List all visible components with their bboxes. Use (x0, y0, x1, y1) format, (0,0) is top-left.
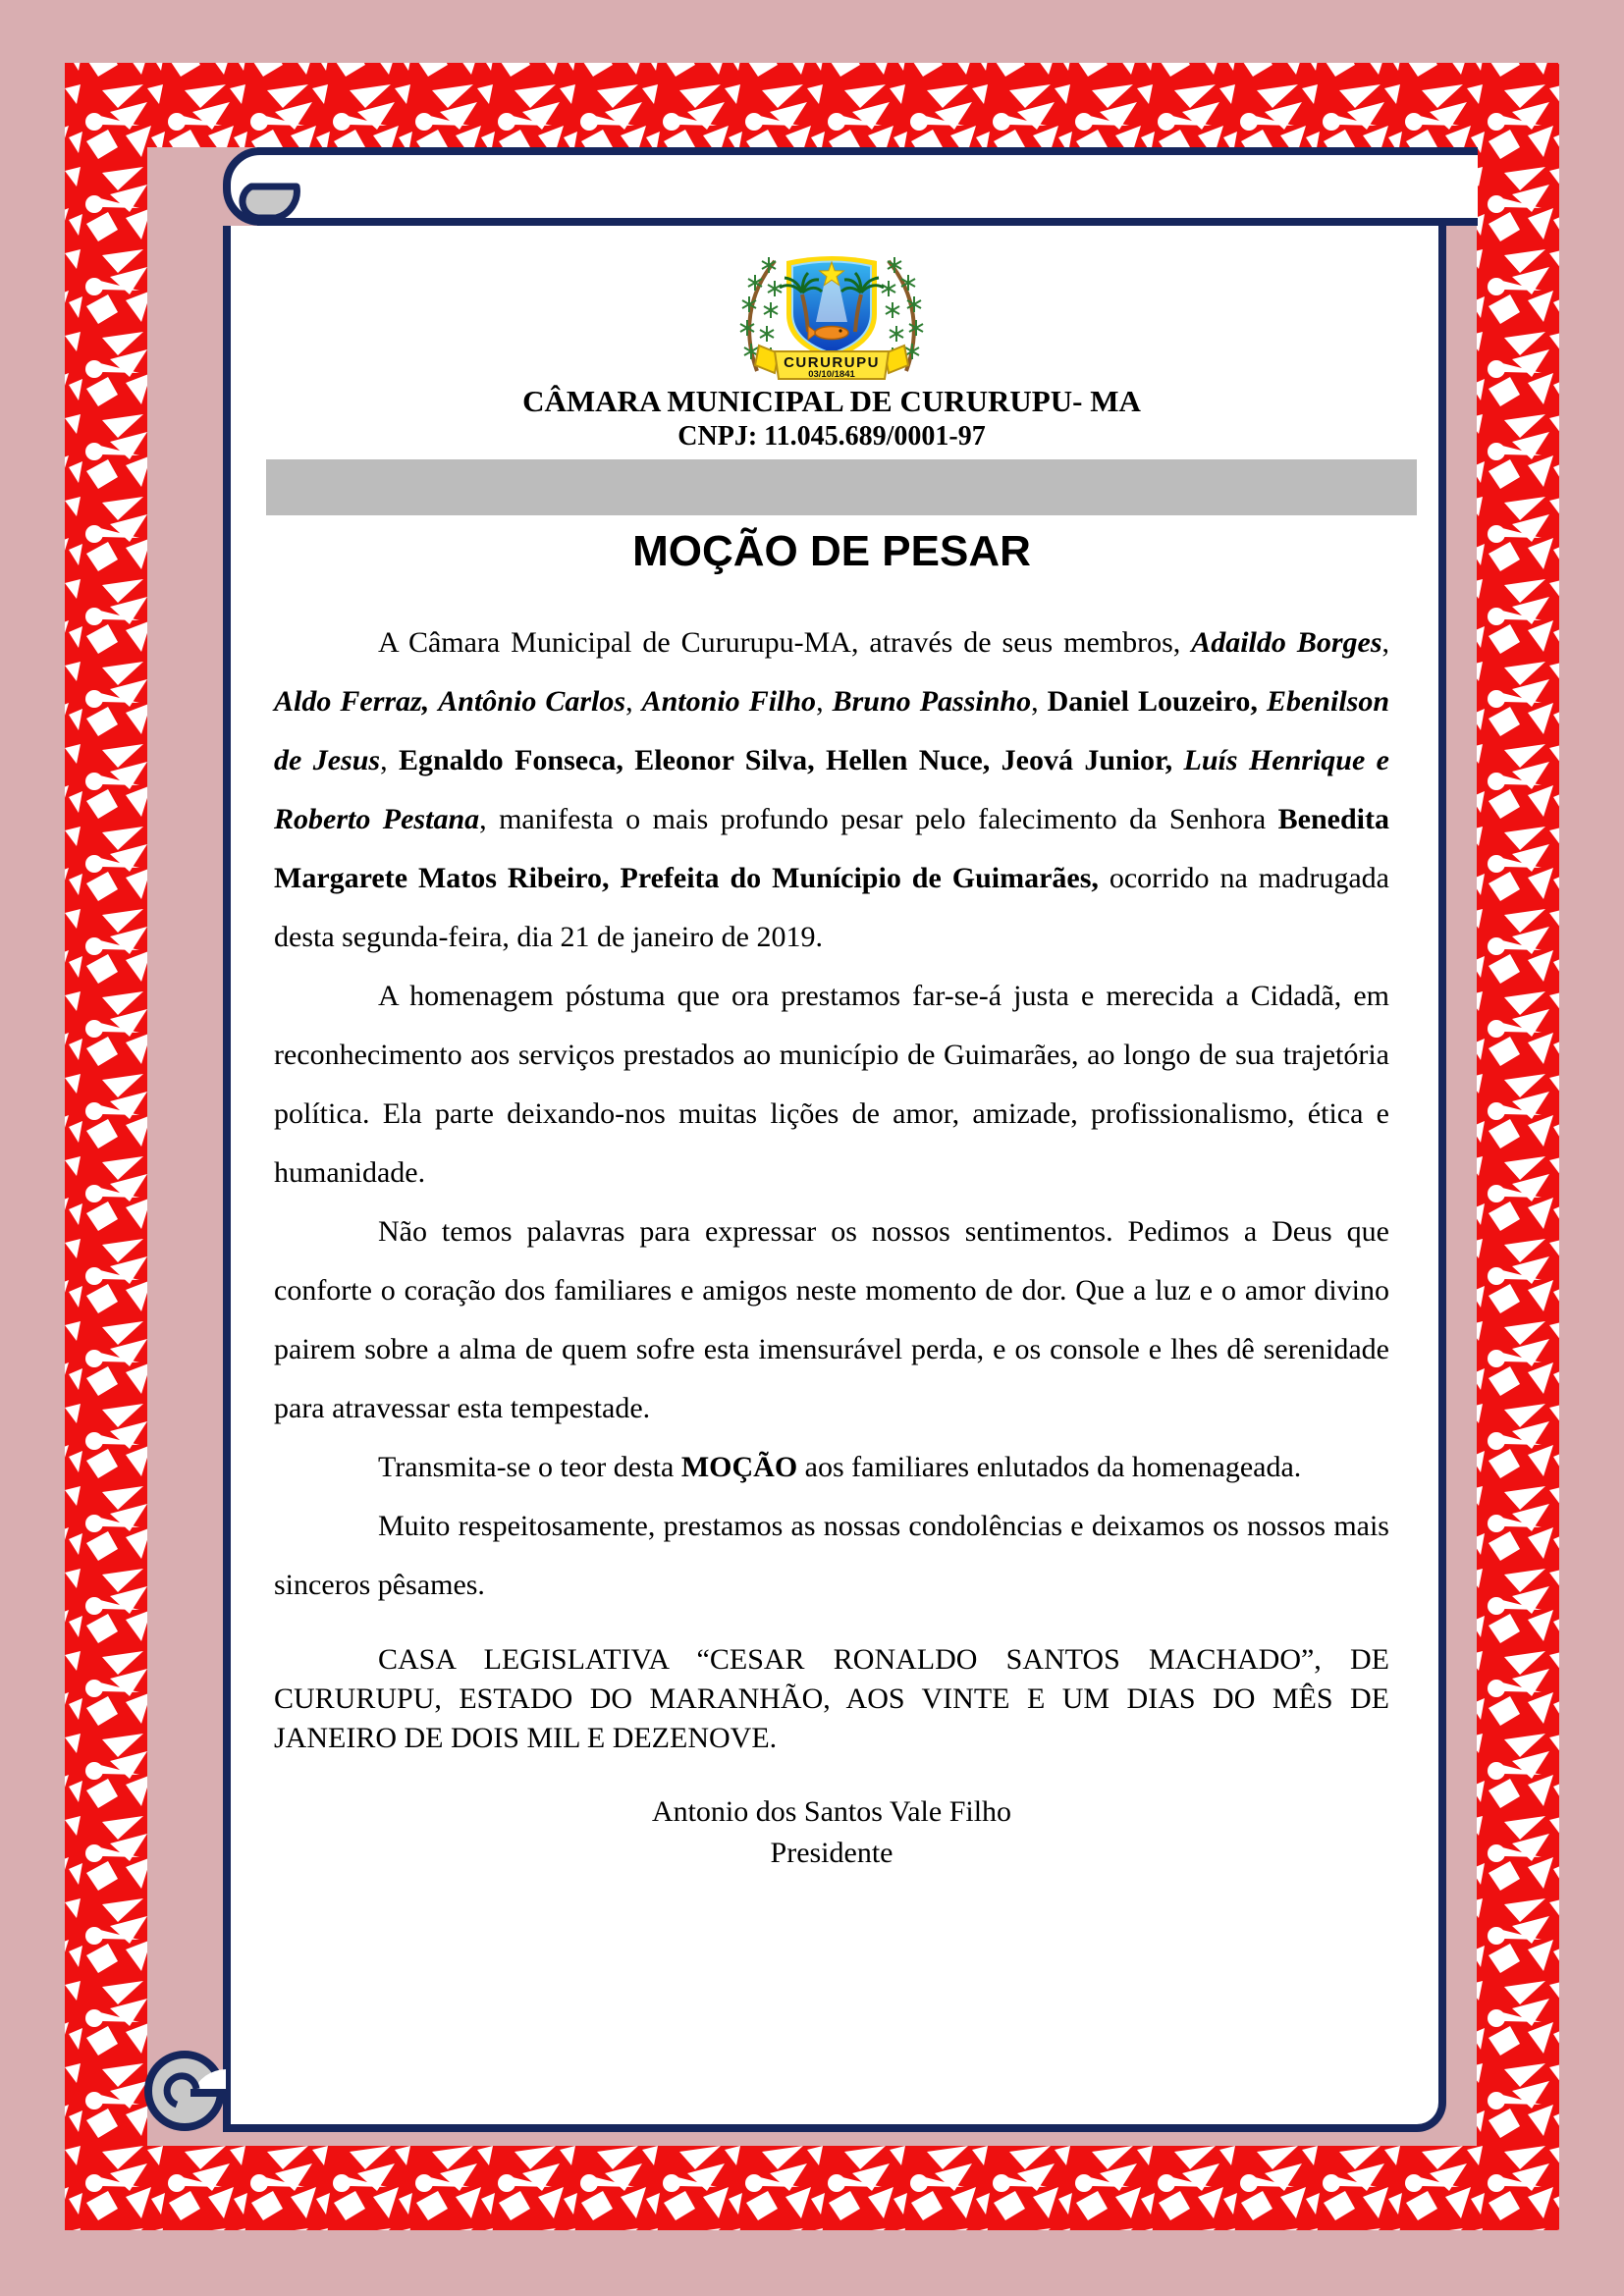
document-page (223, 226, 1446, 2132)
scroll-curl-bottom (141, 2048, 228, 2134)
crest-banner-name: CURURUPU (784, 354, 880, 371)
paragraph-3: Não temos palavras para expressar os nossos sentimentos. Pedimos a Deus que conforte o coração dos familiares e amigos neste momento de dor. Que a luz e o amor divino pairem sobre a alma de quem sofre esta imensurável perda, e os console e lhes dê serenidade para atravessar esta tempestade. (274, 1215, 1389, 1424)
gray-divider-bar (266, 459, 1417, 515)
signature-block (274, 1791, 1389, 1874)
scroll-curl-top (221, 145, 303, 228)
closing-paragraph: CASA LEGISLATIVA “CESAR RONALDO SANTOS MACHADO”, DE CURURUPU, ESTADO DO MARANHÃO, AOS VINTE E UM DIAS DO MÊS DE JANEIRO DE DOIS MIL E DEZENOVE. (274, 1643, 1389, 1754)
org-cnpj: CNPJ: 11.045.689/0001-97 (677, 421, 986, 452)
crest-banner-date: 03/10/1841 (808, 369, 855, 380)
signature-role: Presidente (770, 1837, 893, 1869)
document-title: MOÇÃO DE PESAR (632, 527, 1031, 575)
signature-name: Antonio dos Santos Vale Filho (651, 1795, 1012, 1828)
coat-of-arms (724, 236, 940, 381)
paragraph-2: A homenagem póstuma que ora prestamos far-se-á justa e merecida a Cidadã, em reconhecimento aos serviços prestados ao município de Guimarães, ao longo de sua trajetória política. Ela parte deixando-nos muitas lições de amor, amizade, profissionalismo, ética e humanidade. (274, 980, 1389, 1189)
document-text (274, 614, 1389, 1874)
paragraph-1: A Câmara Municipal de Cururupu-MA, através de seus membros, Adaildo Borges, Aldo Ferraz, Antônio Carlos, Antonio Filho, Bruno Passinho, Daniel Louzeiro, Ebenilson de Jesus, Egnaldo Fonseca, Eleonor Silva, Hellen Nuce, Jeová Junior, Luís Henrique e Roberto Pestana, manifesta o mais profundo pesar pelo falecimento da Senhora Benedita Margarete Matos Ribeiro, Prefeita do Munícipio de Guimarães, ocorrido na madrugada desta segunda-feira, dia 21 de janeiro de 2019. (274, 626, 1390, 953)
scroll-top-band (257, 147, 1478, 226)
crest-banner (755, 346, 908, 380)
org-name: CÂMARA MUNICIPAL DE CURURUPU- MA (522, 384, 1141, 418)
paragraph-5: Muito respeitosamente, prestamos as nossas condolências e deixamos os nossos mais sinceros pêsames. (274, 1510, 1389, 1601)
paragraph-4: Transmita-se o teor desta MOÇÃO aos familiares enlutados da homenageada. (378, 1451, 1302, 1483)
